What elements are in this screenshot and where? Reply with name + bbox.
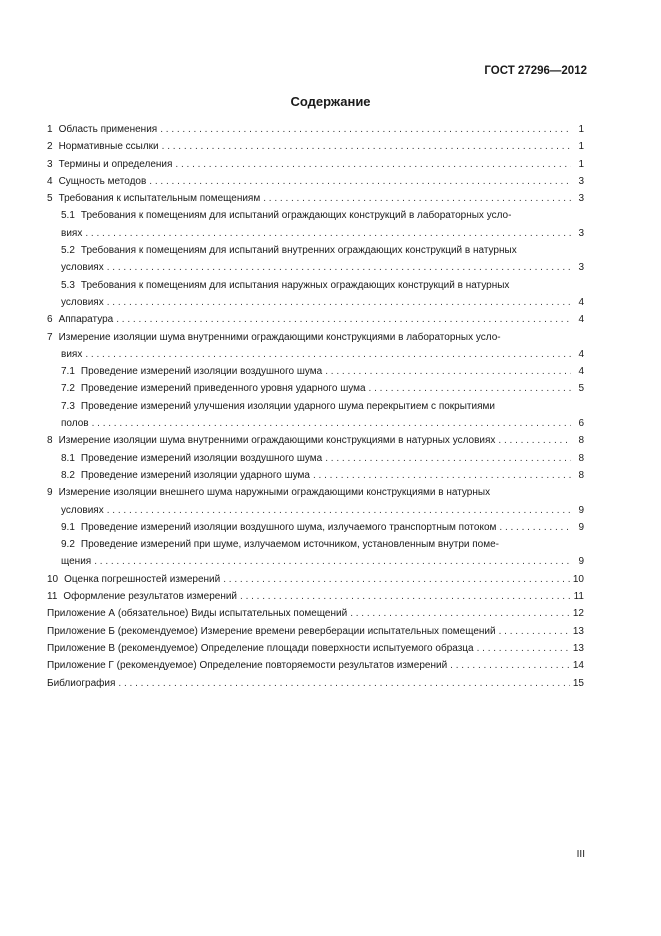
toc-entry-label (47, 640, 474, 657)
toc-entry[interactable] (47, 138, 584, 155)
toc-entry-text: Проведение измерений приведенного уровня ударного шума (80, 383, 366, 395)
toc-page-number: 3 (578, 262, 584, 274)
toc-page-number: 11 (573, 591, 584, 603)
dot-leader (369, 380, 571, 397)
toc-entry[interactable] (47, 277, 584, 294)
toc-entry-number: 1 (47, 124, 53, 135)
dot-leader (107, 294, 571, 311)
toc-entry[interactable] (47, 380, 584, 397)
toc-page-number: 12 (572, 608, 584, 620)
toc-page-number: 13 (572, 625, 584, 637)
toc-entry-continuation[interactable] (47, 415, 584, 432)
toc-entry-label (47, 588, 237, 605)
table-of-contents (47, 121, 584, 692)
toc-entry-text: Приложение Б (рекомендуемое) Измерение времени реверберации испытательных помещений (47, 625, 496, 637)
toc-page-number: 3 (578, 175, 584, 187)
toc-entry-label (47, 190, 260, 207)
toc-entry-text: Требования к помещениям для испытаний внутренних ограждающих конструкций в натурных (80, 245, 517, 257)
dot-leader (92, 415, 571, 432)
dot-leader (107, 259, 571, 276)
toc-entry-number: 7 (47, 331, 53, 343)
toc-entry[interactable] (47, 398, 584, 415)
dot-leader (263, 190, 571, 207)
toc-entry-text: Проведение измерений изоляции воздушного шума (80, 452, 323, 464)
toc-entry[interactable] (47, 173, 584, 190)
toc-entry[interactable] (47, 571, 584, 588)
toc-entry[interactable] (47, 242, 584, 259)
toc-entry[interactable] (47, 623, 584, 640)
toc-entry-number: 5.1 (61, 210, 75, 222)
toc-page-number: 4 (578, 366, 584, 378)
toc-entry-text: Аппаратура (58, 314, 114, 326)
dot-leader (175, 156, 571, 173)
toc-entry-label (47, 173, 146, 190)
toc-page-number: 15 (572, 677, 584, 689)
toc-entry-text: виях (61, 348, 83, 360)
toc-entry-number: 9.2 (61, 539, 75, 551)
toc-page-number: 4 (578, 314, 584, 326)
toc-entry[interactable] (47, 467, 584, 484)
toc-entry[interactable] (47, 640, 584, 657)
toc-entry-text: Измерение изоляции внешнего шума наружными ограждающими конструкциями в натурных (58, 487, 491, 499)
toc-entry-label (47, 432, 495, 449)
dot-leader (85, 225, 571, 242)
toc-entry[interactable] (47, 450, 584, 467)
toc-entry-number: 5 (47, 193, 53, 205)
toc-page-number: 14 (572, 660, 584, 672)
toc-entry-label (47, 156, 172, 173)
toc-entry-text: Проведение измерений улучшения изоляции ударного шума перекрытием с покрытиями (80, 400, 495, 412)
toc-page-number: 4 (578, 348, 584, 360)
toc-entry-number: 2 (47, 141, 53, 153)
toc-entry-text: виях (61, 227, 83, 239)
dot-leader (477, 640, 570, 657)
toc-entry-number: 7.1 (61, 366, 75, 378)
toc-entry-label (61, 519, 496, 536)
page-title: Содержание (290, 94, 371, 109)
toc-entry-text: полов (61, 418, 89, 430)
toc-page-number: 13 (572, 642, 584, 654)
toc-entry-number: 8.1 (61, 452, 75, 464)
toc-entry-number: 8.2 (61, 469, 75, 481)
dot-leader (325, 363, 571, 380)
toc-entry-number: 7.2 (61, 383, 75, 395)
toc-entry-label (47, 121, 157, 138)
dot-leader (350, 605, 570, 622)
toc-entry-text: Измерение изоляции шума внутренними ограждающими конструкциями в натурных условиях (58, 435, 496, 447)
toc-entry[interactable] (47, 329, 584, 346)
page-number: III (576, 849, 585, 860)
dot-leader (149, 173, 571, 190)
toc-entry-text: условиях (61, 296, 104, 308)
dot-leader (499, 519, 571, 536)
toc-entry-number: 6 (47, 314, 53, 326)
toc-page-number: 1 (578, 158, 584, 170)
toc-entry-text: Требования к помещениям для испытания наружных ограждающих конструкций в натурных (80, 279, 510, 291)
toc-page-number: 6 (578, 418, 584, 430)
toc-entry-number: 9.1 (61, 521, 75, 533)
dot-leader (94, 553, 571, 570)
toc-entry[interactable] (47, 657, 584, 674)
toc-entry[interactable] (47, 605, 584, 622)
dot-leader (450, 657, 570, 674)
toc-entry-continuation[interactable] (47, 259, 584, 276)
toc-page-number: 3 (578, 193, 584, 205)
toc-entry-text: Приложение Г (рекомендуемое) Определение повторяемости результатов измерений (47, 660, 448, 672)
toc-entry-number: 5.3 (61, 279, 75, 291)
toc-entry-text: Проведение измерений при шуме, излучаемом источником, установленным внутри поме- (80, 539, 500, 551)
toc-entry-label (61, 467, 310, 484)
toc-entry[interactable] (47, 536, 584, 553)
toc-entry-text: Термины и определения (58, 158, 173, 170)
dot-leader (85, 346, 571, 363)
toc-entry-text: Нормативные ссылки (58, 141, 159, 153)
toc-entry-text: Библиография (47, 677, 116, 689)
dot-leader (118, 675, 569, 692)
toc-entry-label (47, 571, 220, 588)
toc-entry[interactable] (47, 311, 584, 328)
toc-page-number: 5 (578, 383, 584, 395)
toc-entry-continuation[interactable] (47, 553, 584, 570)
dot-leader (223, 571, 570, 588)
toc-entry[interactable] (47, 156, 584, 173)
toc-entry-label (47, 311, 113, 328)
toc-entry[interactable] (47, 484, 584, 501)
toc-page-number: 9 (578, 504, 584, 516)
toc-page-number: 4 (578, 296, 584, 308)
toc-entry-number: 4 (47, 175, 53, 187)
dot-leader (325, 450, 571, 467)
toc-entry-text: Измерение изоляции шума внутренними ограждающими конструкциями в лабораторных усло- (58, 331, 501, 343)
toc-entry[interactable] (47, 588, 584, 605)
toc-entry-label (47, 623, 496, 640)
toc-entry-text: Оценка погрешностей измерений (64, 573, 221, 585)
toc-entry-number: 5.2 (61, 245, 75, 257)
toc-entry-text: Проведение измерений изоляции воздушного шума (80, 366, 323, 378)
toc-entry-text: Проведение измерений изоляции ударного шума (80, 469, 310, 481)
toc-entry-label (47, 605, 347, 622)
toc-entry-continuation[interactable] (47, 502, 584, 519)
dot-leader (162, 138, 571, 155)
toc-entry-number: 7.3 (61, 400, 75, 412)
toc-page-number: 10 (572, 573, 584, 585)
dot-leader (116, 311, 571, 328)
toc-page-number: 3 (578, 227, 584, 239)
toc-entry-number: 9 (47, 487, 53, 499)
toc-page-number: 1 (578, 141, 584, 153)
toc-page-number: 9 (578, 521, 584, 533)
toc-page-number: 8 (578, 435, 584, 447)
dot-leader (240, 588, 571, 605)
toc-entry-continuation[interactable] (47, 294, 584, 311)
dot-leader (499, 623, 570, 640)
standard-code: ГОСТ 27296—2012 (484, 65, 587, 77)
toc-entry[interactable] (47, 207, 584, 224)
toc-entry-text: Приложение В (рекомендуемое) Определение площади поверхности испытуемого образца (47, 642, 474, 654)
toc-entry-number: 3 (47, 158, 53, 170)
toc-entry-text: Требования к помещениям для испытаний ограждающих конструкций в лабораторных усло- (80, 210, 512, 222)
toc-entry-label (47, 657, 447, 674)
toc-entry-text: Проведение измерений изоляции воздушного шума, излучаемого транспортным потоком (80, 521, 497, 533)
dot-leader (107, 502, 571, 519)
toc-entry-number: 10 (47, 573, 59, 585)
toc-entry[interactable] (47, 432, 584, 449)
toc-entry-label (61, 363, 322, 380)
toc-page-number: 1 (578, 124, 584, 135)
toc-entry-label (47, 138, 159, 155)
toc-page-number: 8 (578, 469, 584, 481)
toc-entry[interactable] (47, 675, 584, 692)
toc-entry-text: щения (61, 556, 92, 568)
toc-entry-text: условиях (61, 262, 104, 274)
toc-page-number: 9 (578, 556, 584, 568)
dot-leader (498, 432, 571, 449)
toc-entry[interactable] (47, 121, 584, 138)
toc-entry[interactable] (47, 519, 584, 536)
toc-entry-text: Требования к испытательным помещениям (58, 193, 261, 205)
toc-entry[interactable] (47, 363, 584, 380)
toc-entry-text: Область применения (58, 124, 158, 135)
toc-entry-label (47, 675, 115, 692)
toc-entry-number: 11 (47, 591, 58, 603)
toc-page-number: 8 (578, 452, 584, 464)
toc-entry-continuation[interactable] (47, 225, 584, 242)
toc-entry[interactable] (47, 190, 584, 207)
toc-entry-text: Приложение А (обязательное) Виды испытательных помещений (47, 608, 348, 620)
toc-entry-label (61, 380, 366, 397)
dot-leader (313, 467, 571, 484)
toc-entry-label (61, 450, 322, 467)
toc-entry-text: Оформление результатов измерений (63, 591, 238, 603)
toc-entry-continuation[interactable] (47, 346, 584, 363)
toc-entry-number: 8 (47, 435, 53, 447)
toc-entry-text: Сущность методов (58, 175, 147, 187)
dot-leader (160, 121, 571, 138)
toc-entry-text: условиях (61, 504, 104, 516)
